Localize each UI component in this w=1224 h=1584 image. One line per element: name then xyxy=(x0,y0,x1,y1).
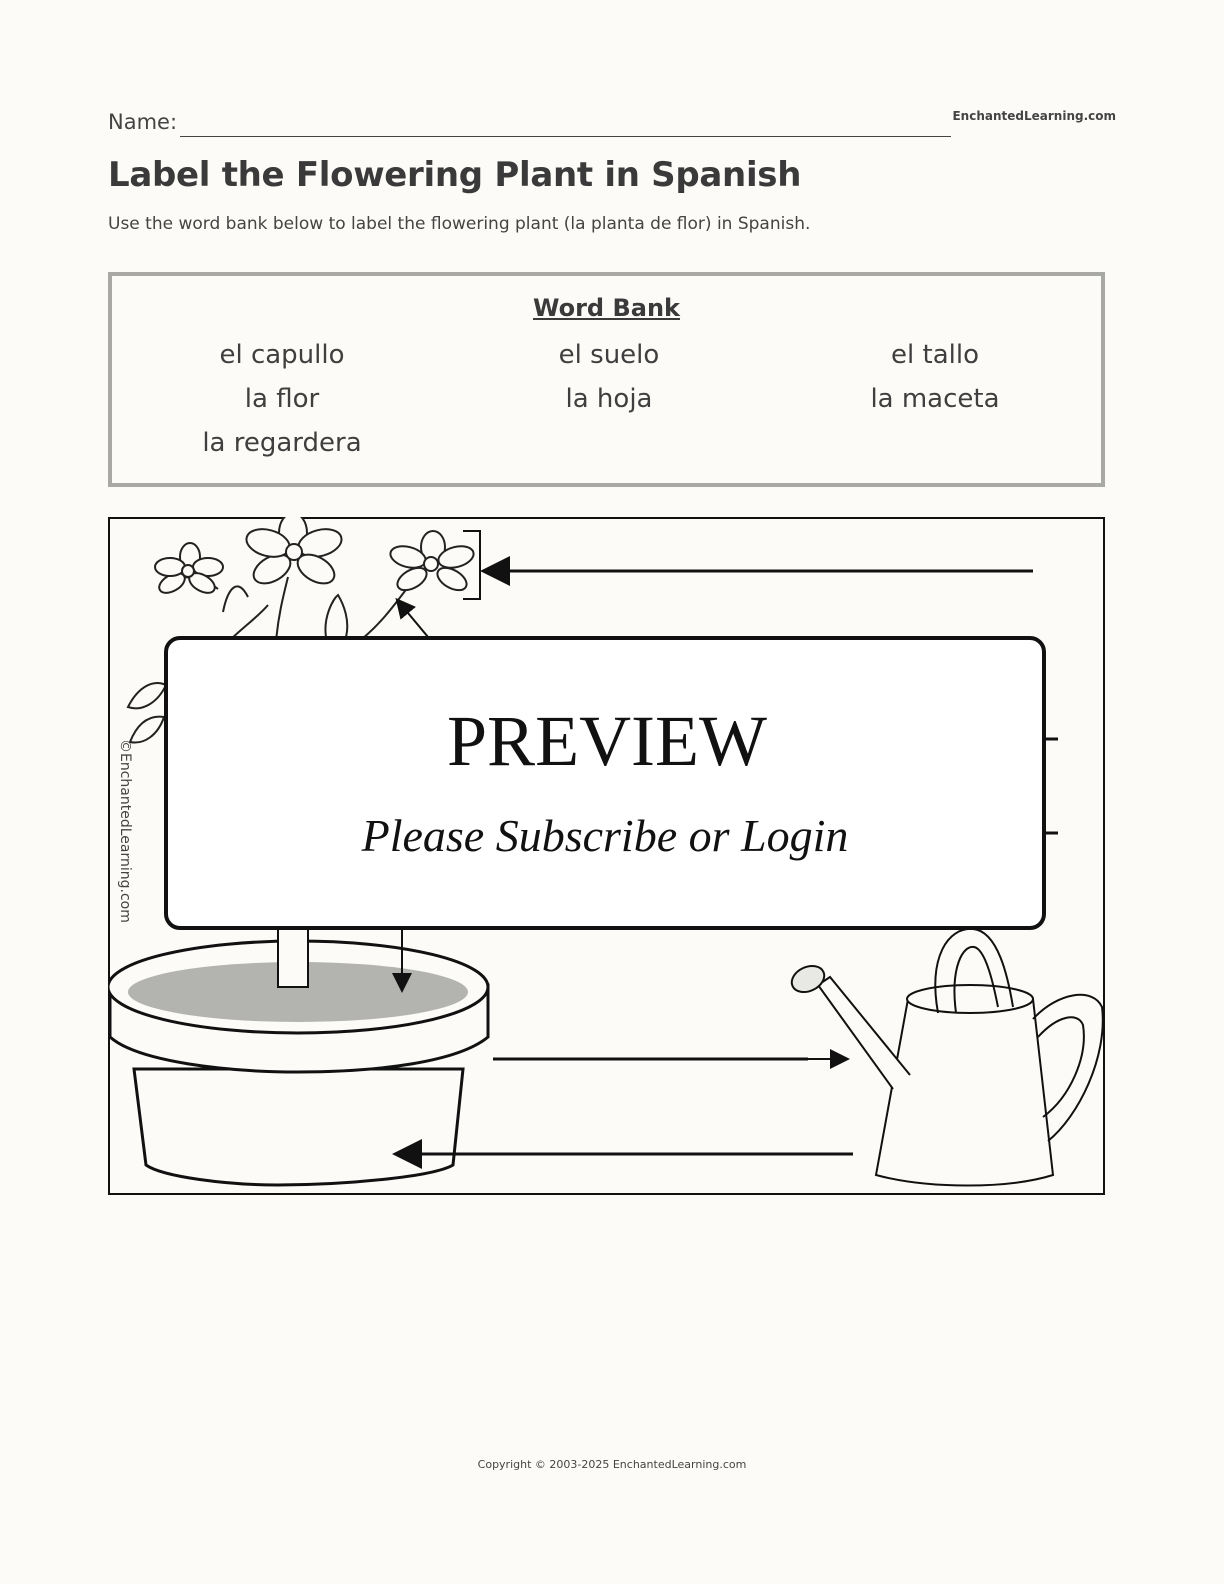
name-label: Name: xyxy=(108,110,178,134)
name-line[interactable] xyxy=(180,136,951,137)
page-title: Label the Flowering Plant in Spanish xyxy=(108,155,802,195)
word-bank-item: la regardera xyxy=(202,428,362,458)
word-bank-item: la hoja xyxy=(565,384,653,414)
site-tag[interactable]: EnchantedLearning.com xyxy=(952,109,1116,123)
word-bank-item: el tallo xyxy=(891,340,979,370)
plant-diagram xyxy=(108,517,1105,1203)
preview-subtitle[interactable]: Please Subscribe or Login xyxy=(361,810,849,861)
preview-title: PREVIEW xyxy=(447,701,767,781)
flower-pot-icon xyxy=(108,929,488,1185)
word-bank-item: el suelo xyxy=(558,340,660,370)
instructions: Use the word bank below to label the flowering plant (la planta de flor) in Spanish. xyxy=(108,214,811,234)
preview-overlay[interactable] xyxy=(166,638,1044,928)
watermark: ©EnchantedLearning.com xyxy=(117,739,133,923)
word-bank-item: el capullo xyxy=(219,340,345,370)
footer-copyright: Copyright © 2003-2025 EnchantedLearning.com xyxy=(477,1458,747,1471)
word-bank xyxy=(108,272,1105,487)
stem-icon xyxy=(278,929,308,987)
word-bank-item: la maceta xyxy=(870,384,1000,414)
word-bank-item: la flor xyxy=(244,384,320,414)
word-bank-title: Word Bank xyxy=(532,294,680,322)
